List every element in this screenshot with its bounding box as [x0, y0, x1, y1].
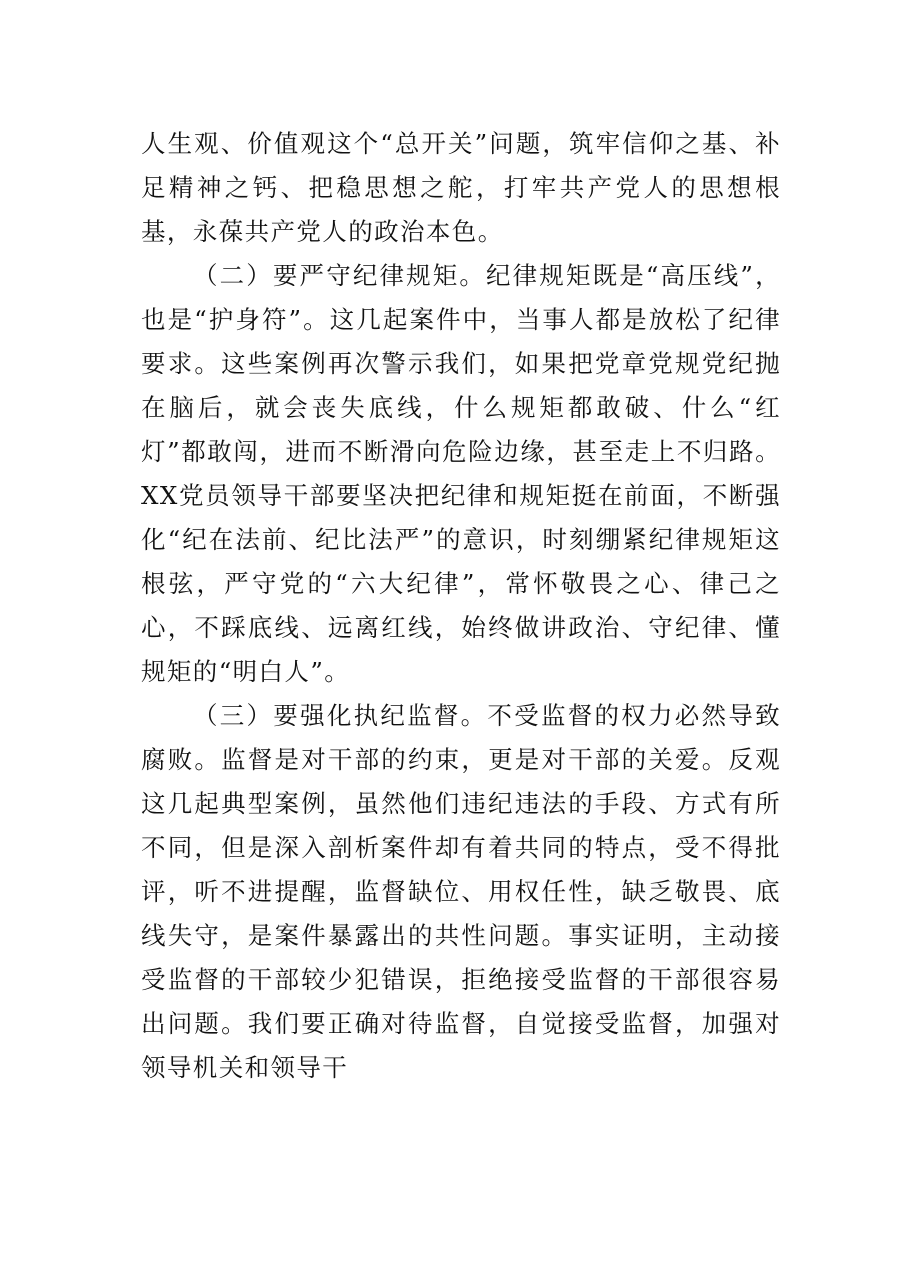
paragraph-section-three: （三）要强化执纪监督。不受监督的权力必然导致腐败。监督是对干部的约束，更是对干部的关爱。反观这几起典型案例，虽然他们违纪违法的手段、方式有所不同，但是深入剖析案件却有着共同的特点，受不得批评，听不进提醒，监督缺位、用权任性，缺乏敬畏、底线失守，是案件暴露出的共性问题。事实证明，主动接受监督的干部较少犯错误，拒绝接受监督的干部很容易出问题。我们要正确对待监督，自觉接受监督，加强对领导机关和领导干 [141, 701, 781, 1082]
document-body [141, 122, 781, 1090]
paragraph-continuation: 人生观、价值观这个“总开关”问题，筑牢信仰之基、补足精神之钙、把稳思想之舵，打牢共产党人的思想根基，永葆共产党人的政治本色。 [141, 129, 781, 246]
paragraph-section-two: （二）要严守纪律规矩。纪律规矩既是“高压线”，也是“护身符”。这几起案件中，当事人都是放松了纪律要求。这些案例再次警示我们，如果把党章党规党纪抛在脑后，就会丧失底线，什么规矩都敢破、什么“红灯”都敢闯，进而不断滑向危险边缘，甚至走上不归路。XX党员领导干部要坚决把纪律和规矩挺在前面，不断强化“纪在法前、纪比法严”的意识，时刻绷紧纪律规矩这根弦，严守党的“六大纪律”，常怀敬畏之心、律己之心，不踩底线、远离红线，始终做讲政治、守纪律、懂规矩的“明白人”。 [141, 261, 781, 686]
